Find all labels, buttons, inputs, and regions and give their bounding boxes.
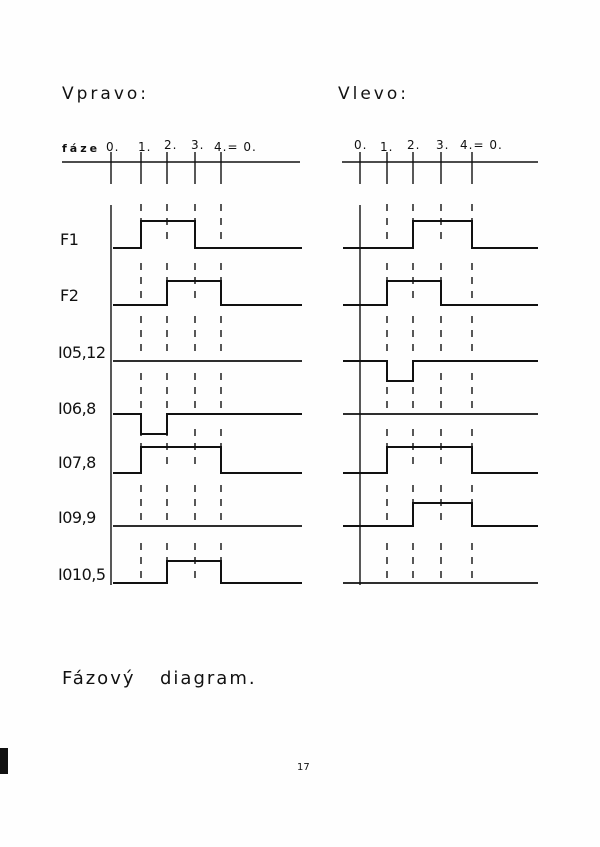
left-phase-label-4: 4.= 0. [214, 140, 257, 154]
caption-word-fazovy: Fázový [62, 668, 136, 689]
signal-label-i07-8: I07,8 [58, 453, 96, 472]
signal-label-i06-8: I06,8 [58, 399, 96, 418]
signal-label-i09-9: I09,9 [58, 508, 96, 527]
left-panel-title: Vpravo: [62, 84, 150, 104]
page-number: 17 [297, 762, 310, 773]
left-phase-label-2: 2. [164, 138, 178, 152]
right-phase-label-0: 0. [354, 138, 368, 152]
right-phase-label-4: 4.= 0. [460, 138, 503, 152]
left-phase-label-3: 3. [191, 138, 205, 152]
right-phase-label-2: 2. [407, 138, 421, 152]
signal-label-f2: F2 [60, 286, 79, 305]
caption-word-diagram: diagram. [160, 668, 257, 689]
right-phase-label-1: 1. [380, 140, 394, 154]
right-panel-title: Vlevo: [338, 84, 410, 104]
left-phase-label-1: 1. [138, 140, 152, 154]
signal-label-i010-5: I010,5 [58, 565, 106, 584]
left-row-0-waveform [113, 221, 302, 248]
signal-label-i05-12: I05,12 [58, 343, 106, 362]
right-phase-label-3: 3. [436, 138, 450, 152]
left-row-4-waveform [113, 447, 302, 473]
right-row-1-waveform [343, 281, 538, 305]
signal-label-f1: F1 [60, 230, 79, 249]
phase-axis-label: fáze [62, 142, 101, 155]
left-phase-label-0: 0. [106, 140, 120, 154]
scan-mark [0, 748, 8, 774]
